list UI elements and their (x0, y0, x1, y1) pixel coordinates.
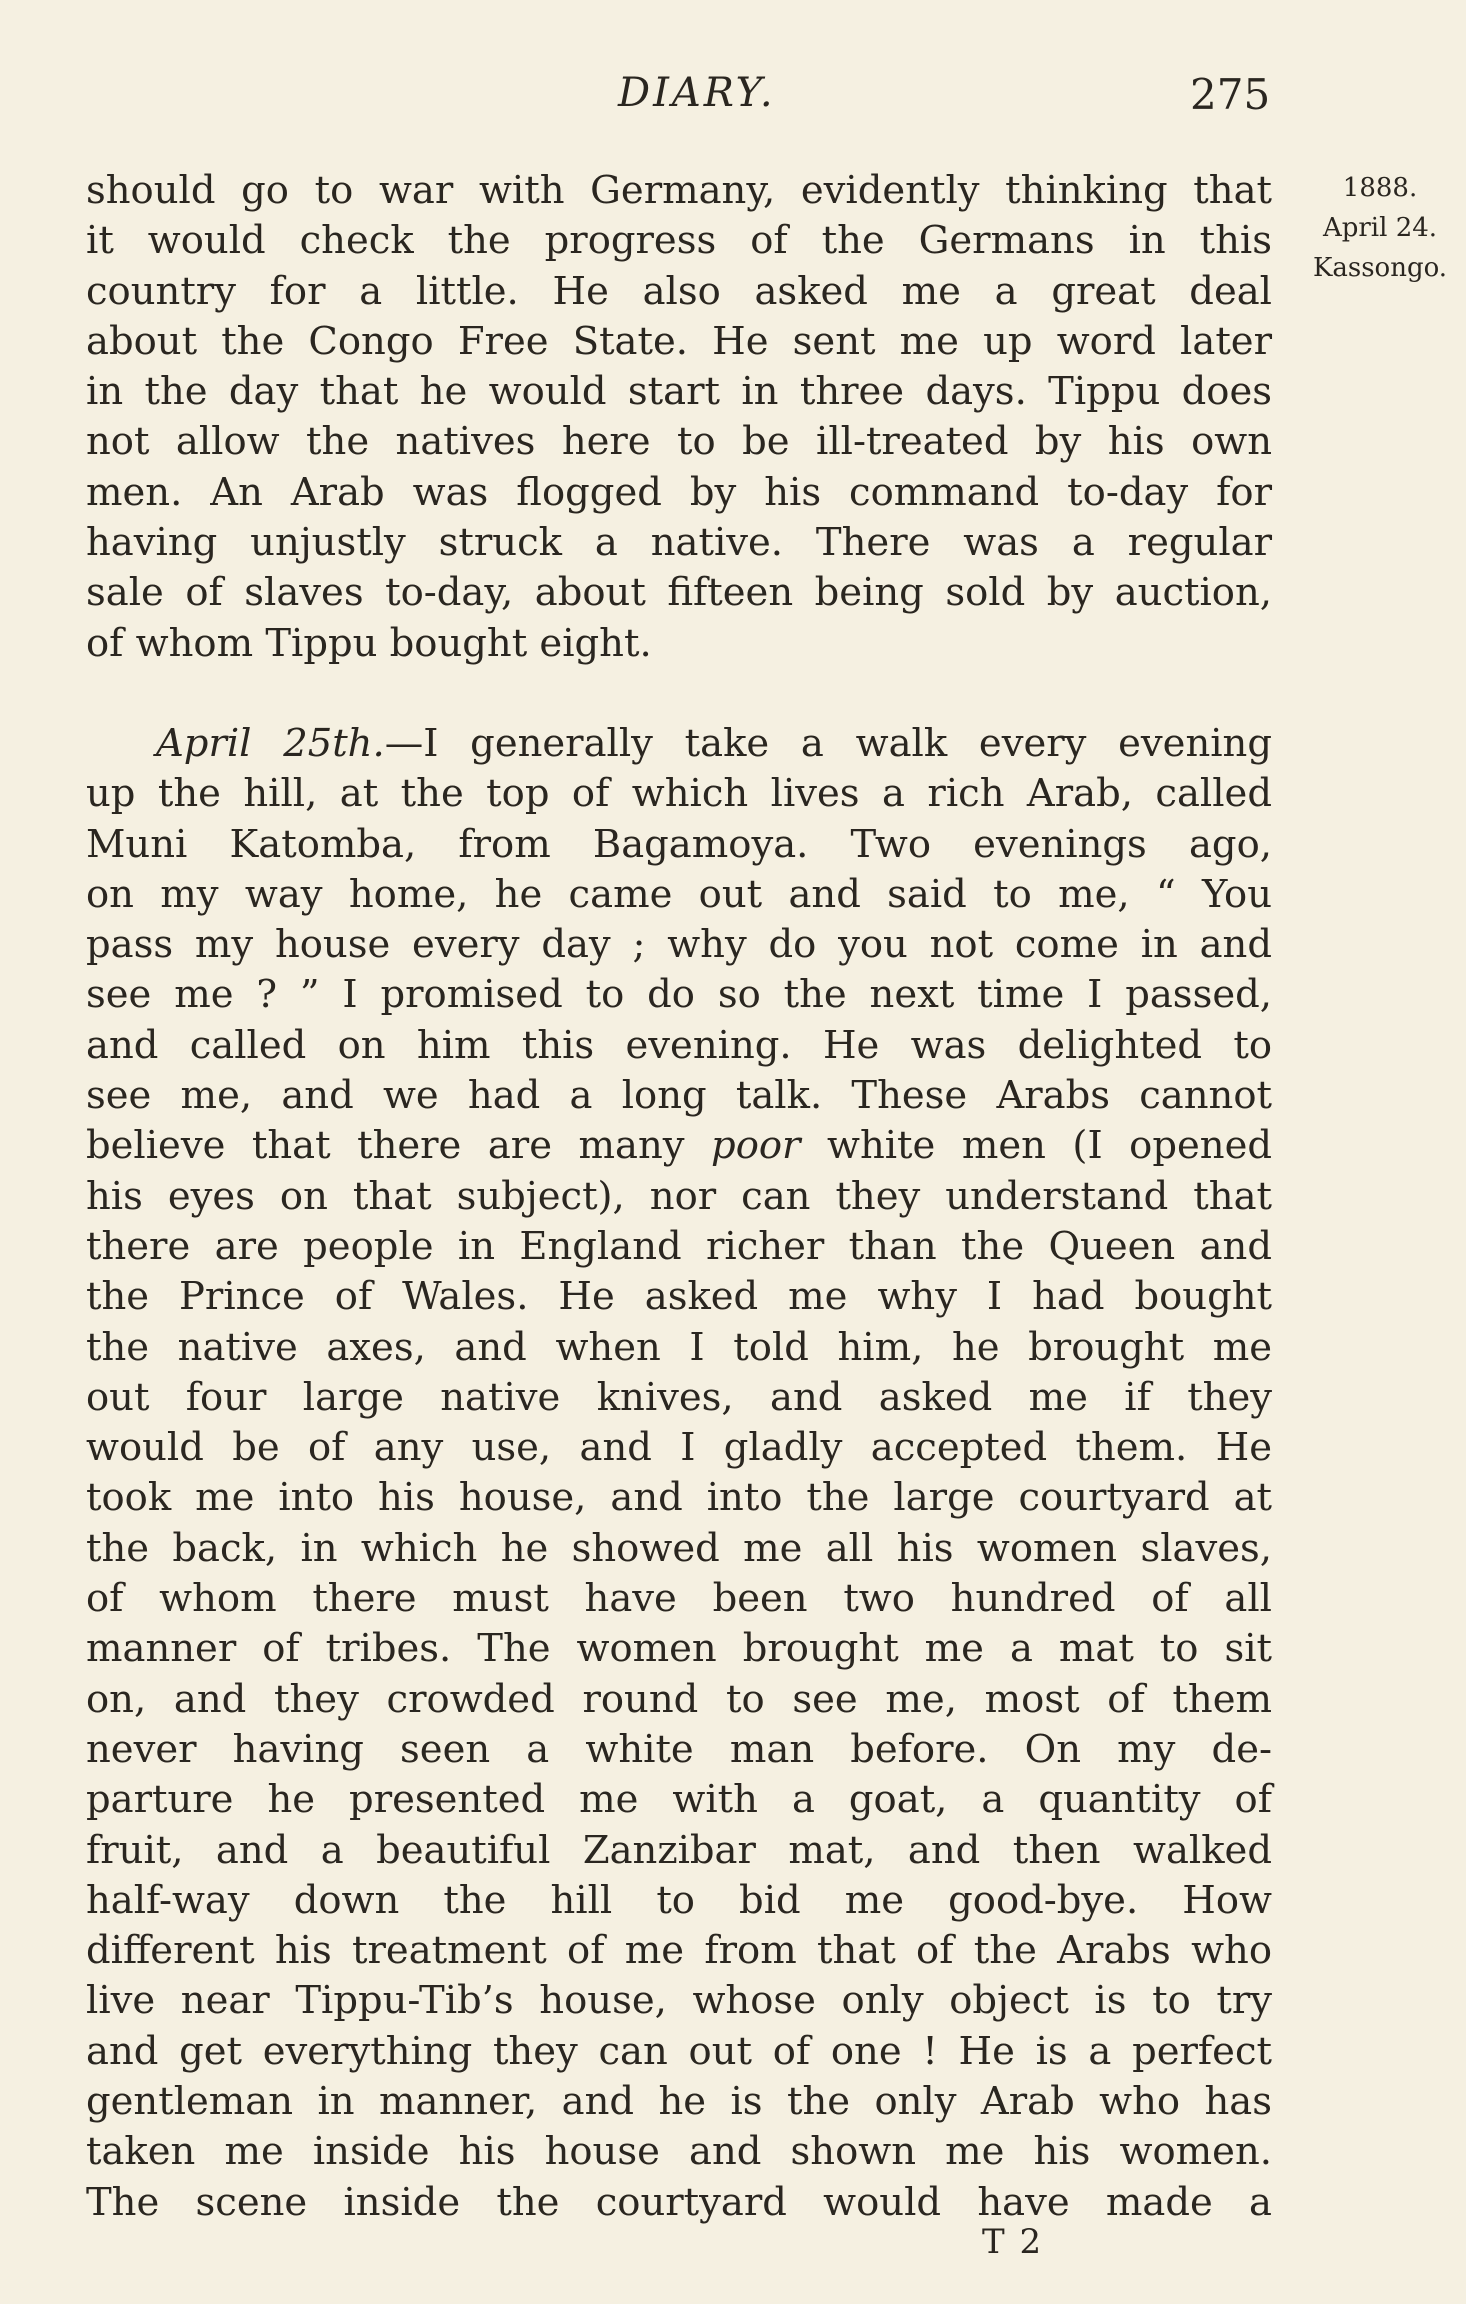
text-line: half-way down the hill to bid me good-bye. How (86, 1877, 1272, 1923)
text-line: on, and they crowded round to see me, most of them (86, 1676, 1272, 1722)
text-line: up the hill, at the top of which lives a rich Arab, called (86, 771, 1272, 817)
text-line: manner of tribes. The women brought me a mat to sit (86, 1626, 1272, 1672)
text-line: gentleman in manner, and he is the only Arab who has (86, 2078, 1272, 2124)
text-line: out four large native knives, and asked me if they (86, 1374, 1272, 1420)
text-line: there are people in England richer than the Queen and (86, 1223, 1272, 1269)
text-line: country for a little. He also asked me a great deal (86, 268, 1272, 314)
text-line: sale of slaves to-day, about fifteen being sold by auction, (86, 570, 1272, 616)
diary-date: April 25th. (156, 720, 385, 766)
text-line: never having seen a white man before. On my de- (86, 1726, 1272, 1772)
text-line: took me into his house, and into the large courtyard at (86, 1475, 1272, 1521)
margin-note-year: 1888. (1342, 173, 1418, 203)
signature-mark: T 2 (982, 2222, 1044, 2262)
text-line: parture he presented me with a goat, a quantity of (86, 1777, 1272, 1823)
paragraph-2 (86, 719, 1272, 2228)
margin-note (1300, 168, 1460, 288)
text-line: would be of any use, and I gladly accepted them. He (86, 1425, 1272, 1471)
emphasized-word: poor (711, 1123, 801, 1169)
text-line: live near Tippu-Tib’s house, whose only object is to try (86, 1978, 1272, 2024)
paragraph-1 (86, 166, 1272, 669)
text-line: different his treatment of me from that of the Arabs who (86, 1928, 1272, 1974)
text-line: and get everything they can out of one ! He is a perfect (86, 2028, 1272, 2074)
text-line: the native axes, and when I told him, he brought me (86, 1324, 1272, 1370)
text-line: it would check the progress of the Germans in this (86, 218, 1272, 264)
text-line: his eyes on that subject), nor can they understand that (86, 1173, 1272, 1219)
text-line: fruit, and a beautiful Zanzibar mat, and then walked (86, 1827, 1272, 1873)
running-title: DIARY. (618, 70, 776, 116)
text-line: see me ? ” I promised to do so the next time I passed, (86, 972, 1272, 1018)
text-line: Muni Katomba, from Bagamoya. Two evenings ago, (86, 821, 1272, 867)
text-fragment: white men (I opened (800, 1123, 1273, 1169)
text-line: and called on him this evening. He was delighted to (86, 1022, 1272, 1068)
text-line: in the day that he would start in three days. Tippu does (86, 369, 1272, 415)
margin-note-place: Kassongo. (1312, 253, 1448, 283)
text-line: should go to war with Germany, evidently thinking that (86, 168, 1272, 213)
text-line: about the Congo Free State. He sent me up word later (86, 318, 1272, 364)
text-line: of whom Tippu bought eight. (86, 620, 652, 666)
text-line: the back, in which he showed me all his women slaves, (86, 1525, 1272, 1571)
text-line: not allow the natives here to be ill-treated by his own (86, 419, 1272, 465)
text-line: having unjustly struck a native. There was a regular (86, 520, 1272, 566)
text-line: see me, and we had a long talk. These Arabs cannot (86, 1073, 1272, 1119)
text-line (86, 1121, 1272, 1171)
text-line: on my way home, he came out and said to me, “ You (86, 871, 1272, 917)
text-fragment: believe that there are many (86, 1123, 712, 1169)
page-number: 275 (1190, 70, 1271, 119)
text-fragment: —I generally take a walk every evening (384, 720, 1272, 766)
text-line: pass my house every day ; why do you not come in and (86, 922, 1272, 968)
text-line: men. An Arab was flogged by his command to-day for (86, 469, 1272, 515)
text-line: taken me inside his house and shown me his women. (86, 2129, 1272, 2175)
body-text (86, 166, 1272, 2228)
text-line: The scene inside the courtyard would have made a (86, 2179, 1272, 2225)
text-line (86, 719, 1272, 769)
text-line: of whom there must have been two hundred of all (86, 1576, 1272, 1622)
margin-note-date: April 24. (1322, 213, 1438, 243)
page-header (0, 70, 1466, 130)
text-line: the Prince of Wales. He asked me why I had bought (86, 1274, 1272, 1320)
